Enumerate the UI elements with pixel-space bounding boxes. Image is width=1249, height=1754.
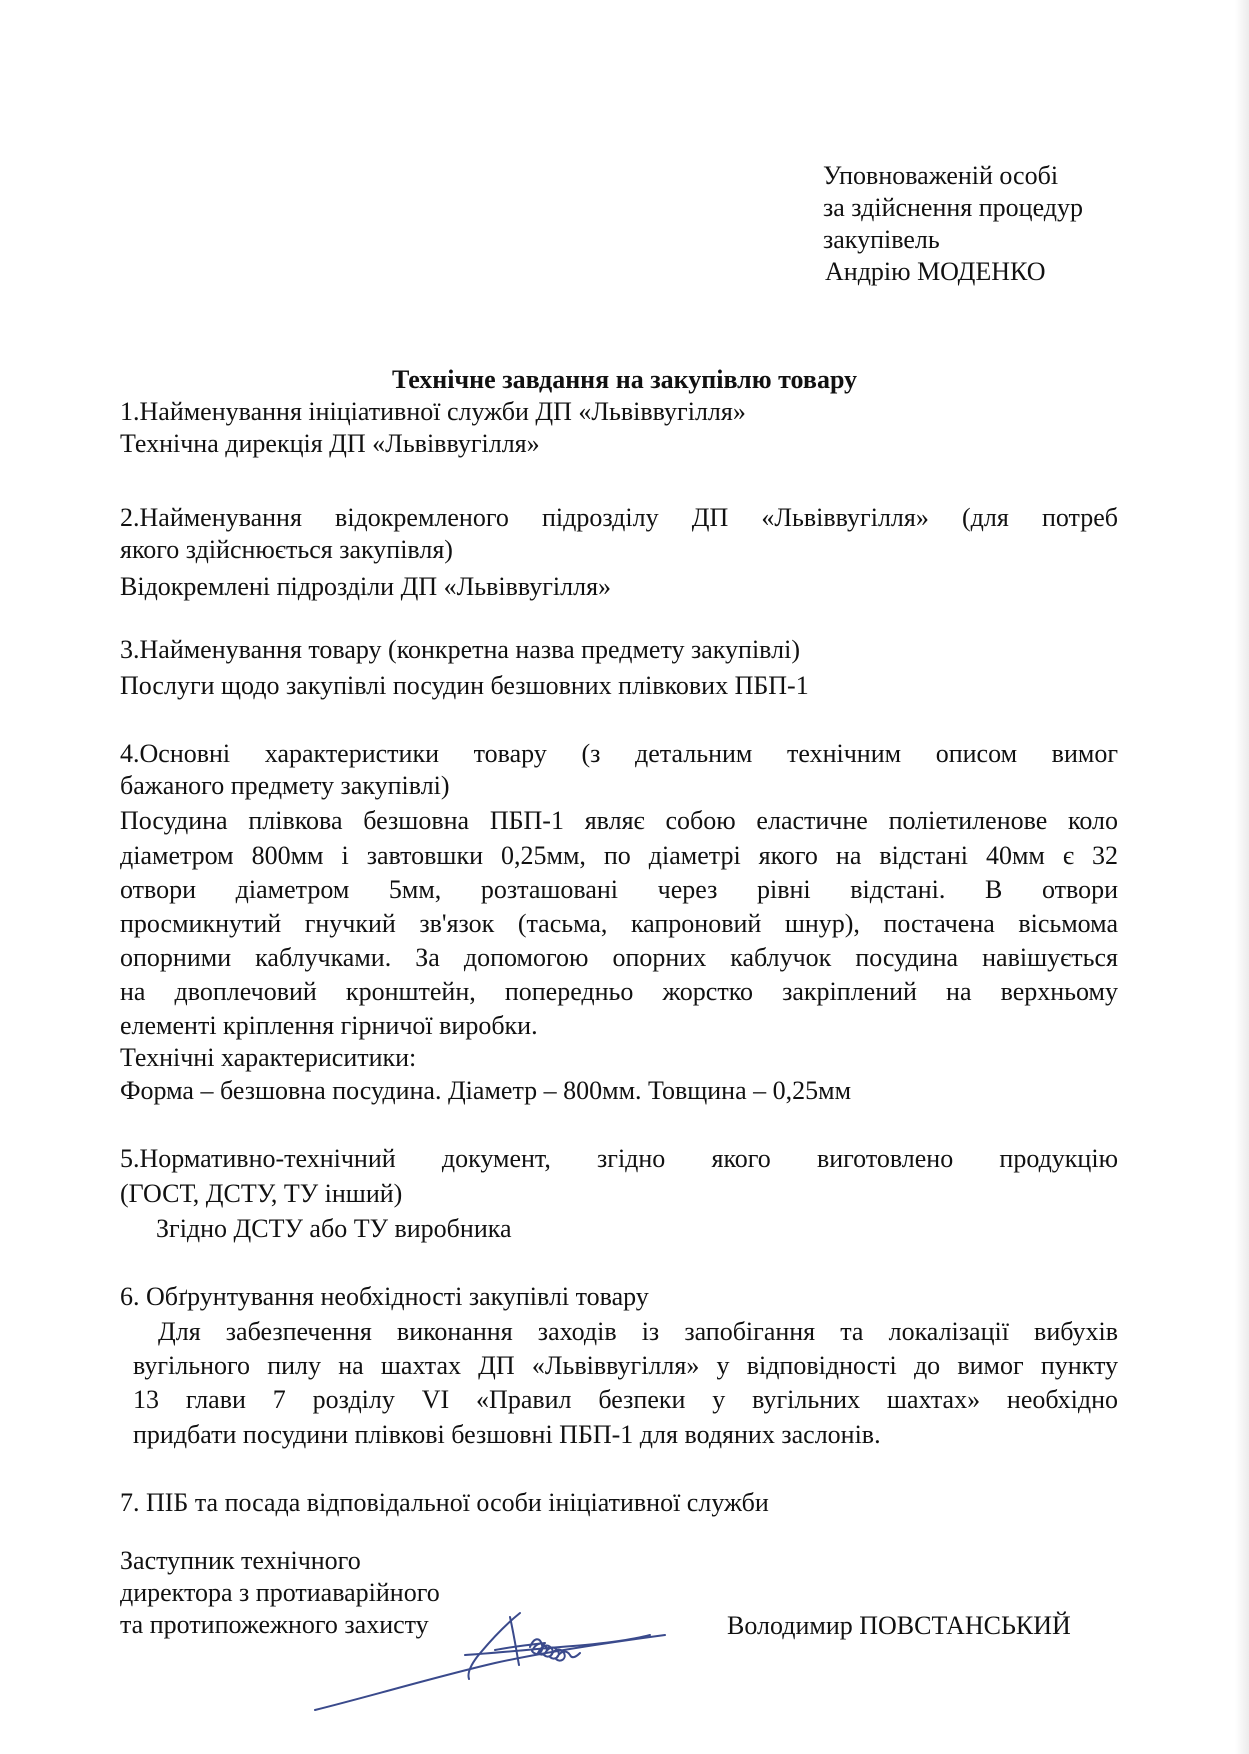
addressee-line: закупівель bbox=[823, 225, 940, 254]
section-1-heading: 1.Найменування ініціативної служби ДП «Львіввугілля» bbox=[120, 397, 746, 426]
document-title: Технічне завдання на закупівлю товару bbox=[391, 365, 858, 394]
section-4-paragraph-line: на двоплечовий кронштейн, попередньо жорстко закріплений на верхньому bbox=[120, 977, 1118, 1006]
addressee-line: Уповноваженій особі bbox=[823, 161, 1059, 190]
section-4-spec-line: Форма – безшовна посудина. Діаметр – 800мм. Товщина – 0,25мм bbox=[120, 1076, 852, 1105]
section-6-line: 13 глави 7 розділу VI «Правил безпеки у вугільних шахтах» необхідно bbox=[133, 1385, 1118, 1414]
handwritten-signature bbox=[305, 1595, 685, 1715]
section-4-paragraph-line: елементі кріплення гірничої виробки. bbox=[120, 1011, 538, 1040]
section-6-line: придбати посудини плівкові безшовні ПБП-1 для водяних заслонів. bbox=[133, 1420, 881, 1449]
section-6-heading: 6. Обґрунтування необхідності закупівлі товару bbox=[120, 1282, 649, 1311]
section-4-paragraph-line: просмикнутий гнучкий зв'язок (тасьма, капроновий шнур), постачена вісьмома bbox=[120, 909, 1118, 938]
section-4-paragraph-line: діаметром 800мм і завтовшки 0,25мм, по діаметрі якого на відстані 40мм є 32 bbox=[120, 841, 1118, 870]
section-4-heading-line: 4.Основні характеристики товару (з детальним технічним описом вимог bbox=[120, 739, 1118, 768]
section-3-body: Послуги щодо закупівлі посудин безшовних плівкових ПБП-1 bbox=[120, 671, 809, 700]
section-4-paragraph-line: опорними каблучками. За допомогою опорних каблучок посудина навішується bbox=[120, 943, 1118, 972]
section-5-body: Згідно ДСТУ або ТУ виробника bbox=[156, 1214, 512, 1243]
section-6-line: Для забезпечення виконання заходів із запобігання та локалізації вибухів bbox=[158, 1317, 1118, 1346]
section-7-heading: 7. ПІБ та посада відповідальної особи ініціативної служби bbox=[120, 1488, 769, 1517]
addressee-name: Андрію МОДЕНКО bbox=[825, 257, 1046, 286]
section-2-heading-line: якого здійснюється закупівля) bbox=[120, 535, 453, 564]
section-3-heading: 3.Найменування товару (конкретна назва предмету закупівлі) bbox=[120, 635, 800, 664]
section-5-heading-line: 5.Нормативно-технічний документ, згідно якого виготовлено продукцію bbox=[120, 1144, 1118, 1173]
section-2-heading-line: 2.Найменування відокремленого підрозділу ДП «Львіввугілля» (для потреб bbox=[120, 503, 1118, 532]
section-6-line: вугільного пилу на шахтах ДП «Львіввугілля» у відповідності до вимог пункту bbox=[133, 1351, 1118, 1380]
position-line: директора з протиаварійного bbox=[120, 1578, 440, 1607]
signer-name: Володимир ПОВСТАНСЬКИЙ bbox=[727, 1611, 1071, 1640]
section-4-heading-line: бажаного предмету закупівлі) bbox=[120, 771, 450, 800]
section-4-paragraph-line: Посудина плівкова безшовна ПБП-1 являє собою еластичне поліетиленове коло bbox=[120, 806, 1118, 835]
section-2-body: Відокремлені підрозділи ДП «Львіввугілля» bbox=[120, 572, 612, 601]
section-5-heading-line: (ГОСТ, ДСТУ, ТУ інший) bbox=[120, 1179, 403, 1208]
section-4-spec-label: Технічні характериситики: bbox=[120, 1043, 417, 1072]
page-edge-shadow bbox=[1235, 0, 1249, 1754]
section-4-paragraph-line: отвори діаметром 5мм, розташовані через рівні відстані. В отвори bbox=[120, 875, 1118, 904]
addressee-line: за здійснення процедур bbox=[823, 193, 1084, 222]
position-line: та протипожежного захисту bbox=[120, 1610, 429, 1639]
addressee-block bbox=[823, 160, 1083, 288]
section-1-body: Технічна дирекція ДП «Львіввугілля» bbox=[120, 429, 540, 458]
position-line: Заступник технічного bbox=[120, 1546, 361, 1575]
